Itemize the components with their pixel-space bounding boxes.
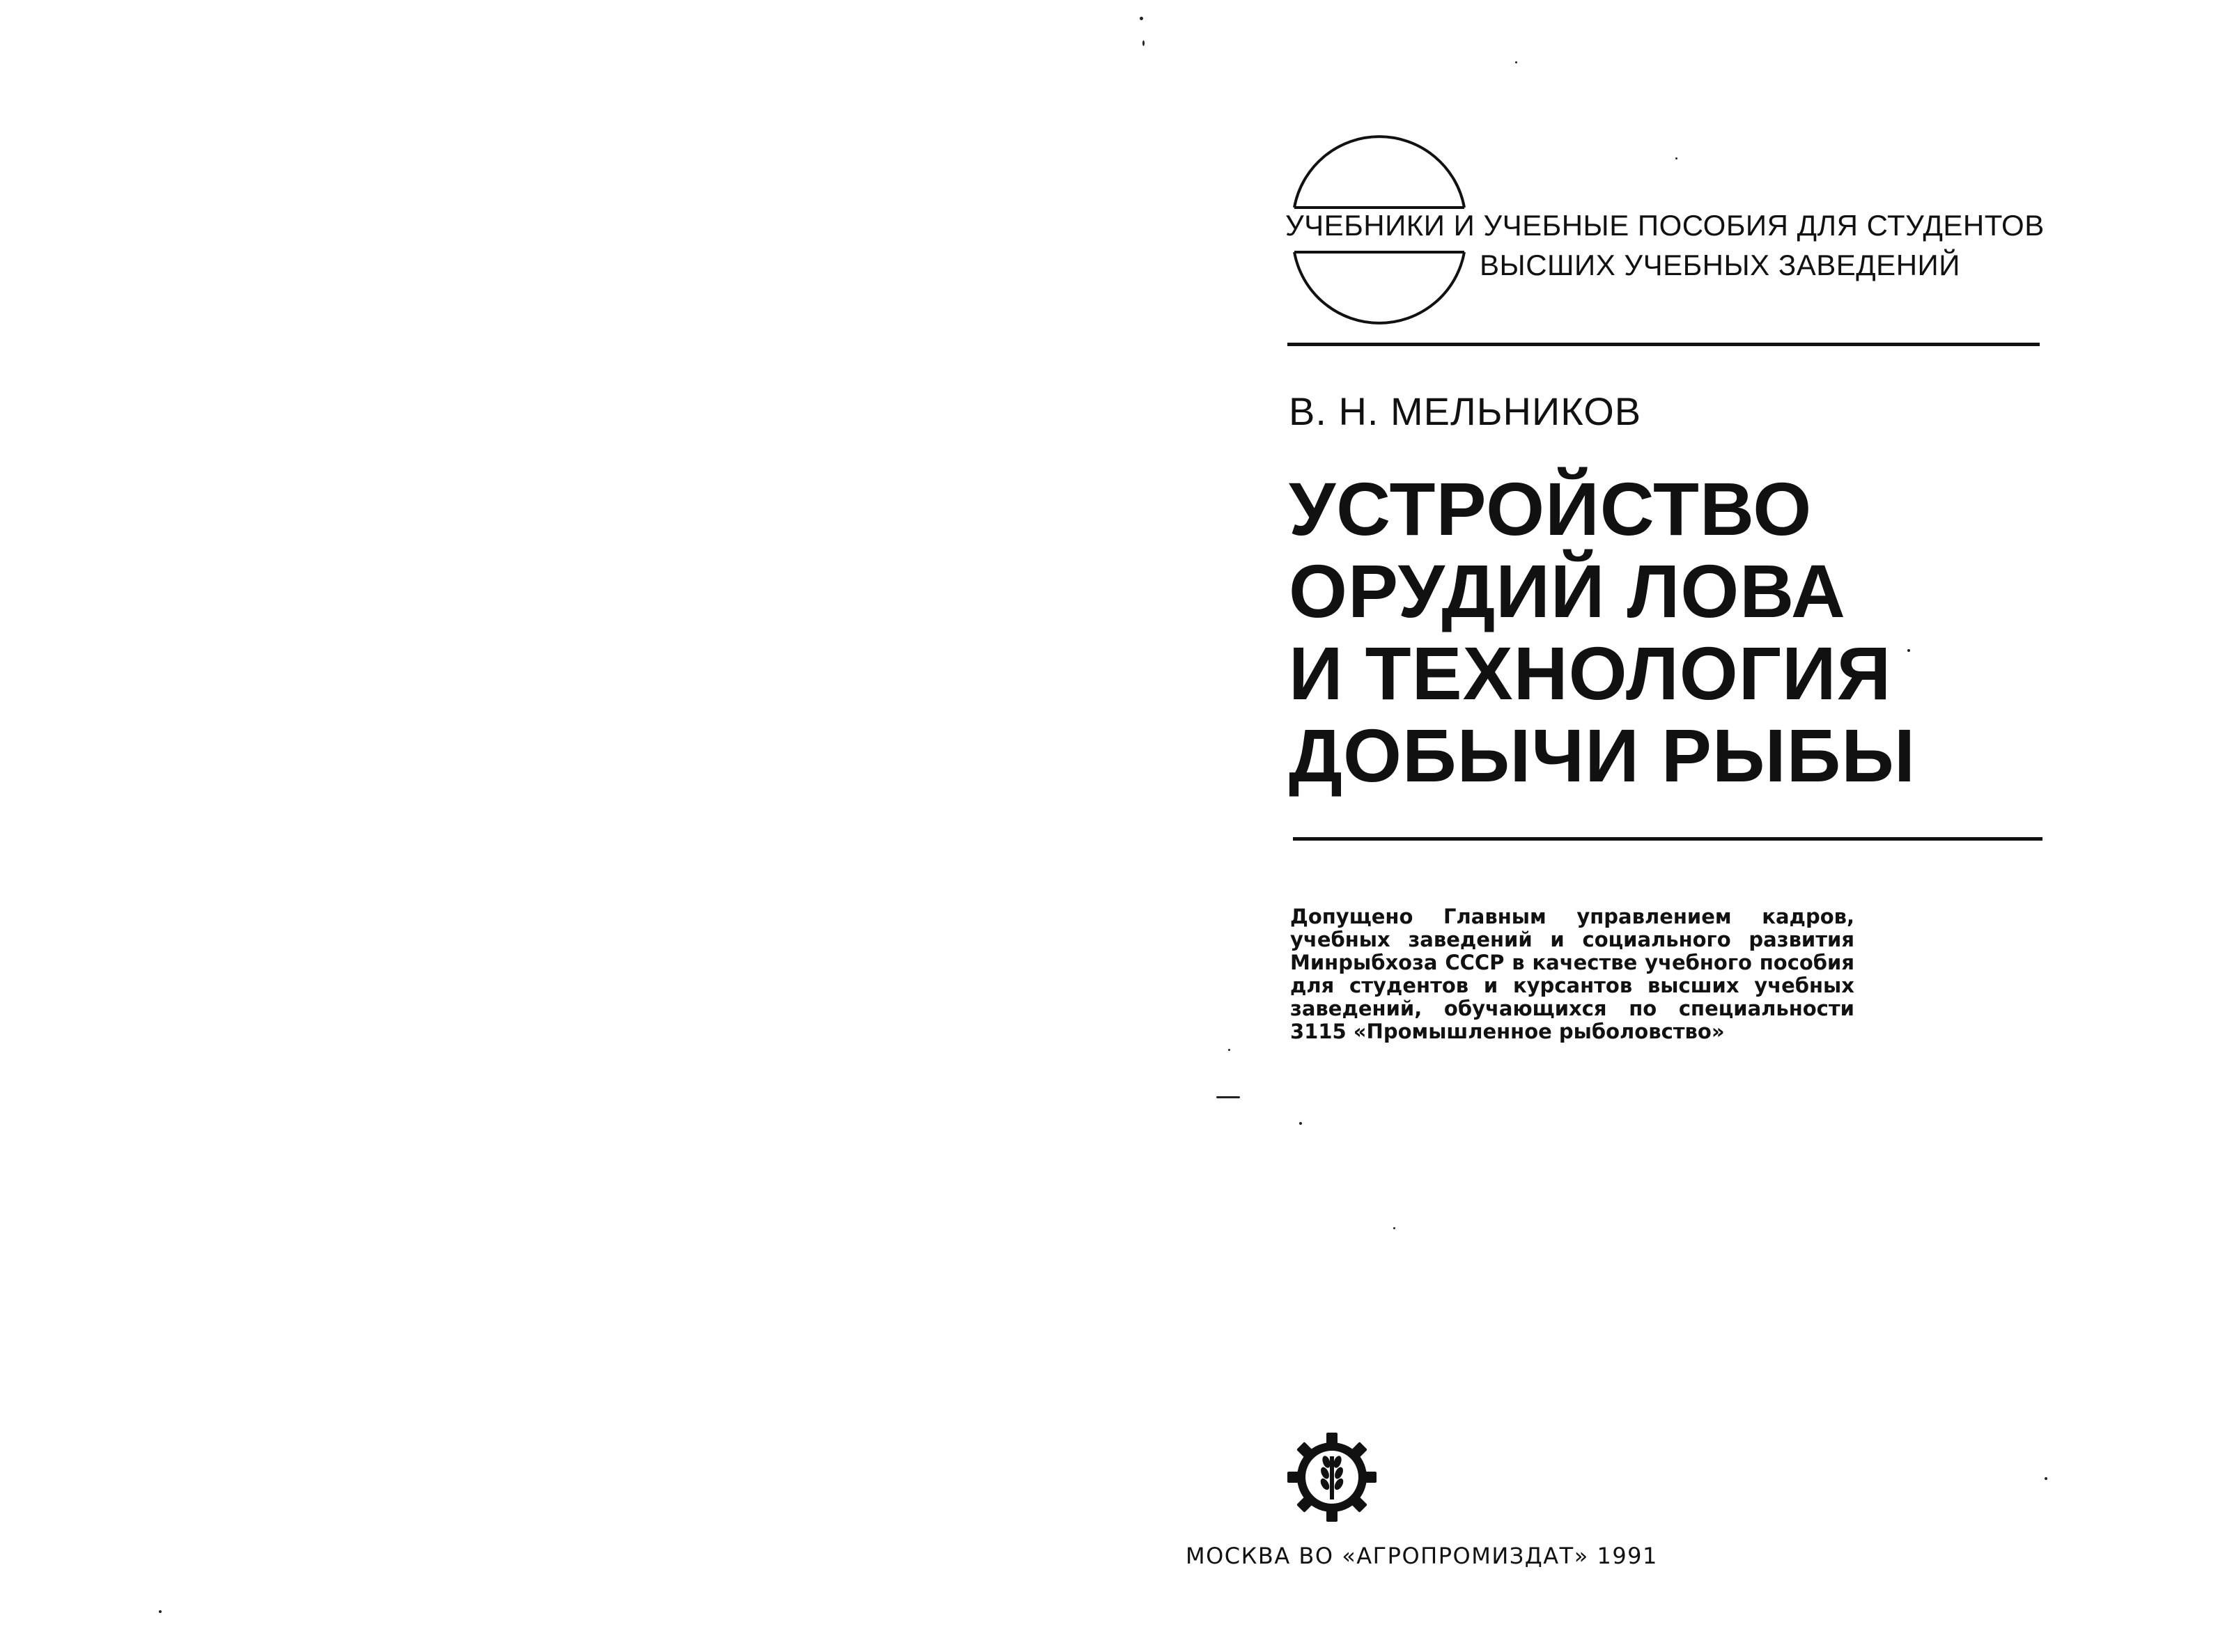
author-name: В. Н. МЕЛЬНИКОВ bbox=[1289, 389, 1642, 433]
title-line: УСТРОЙСТВО bbox=[1289, 467, 1813, 551]
publisher-imprint: МОСКВА ВО «АГРОПРОМИЗДАТ» 1991 bbox=[1186, 1543, 1658, 1569]
title-line: ОРУДИЙ ЛОВА bbox=[1289, 549, 1846, 633]
title-line: ДОБЫЧИ РЫБЫ bbox=[1289, 713, 1916, 797]
publisher-logo-icon bbox=[1286, 1431, 1378, 1523]
left-page-blank bbox=[0, 0, 1112, 1652]
scan-speck bbox=[1142, 40, 1145, 46]
scan-speck bbox=[1228, 1049, 1230, 1051]
top-divider bbox=[1287, 343, 2040, 346]
bottom-divider bbox=[1293, 837, 2042, 841]
scan-speck bbox=[159, 1610, 162, 1613]
scan-speck bbox=[1675, 157, 1677, 159]
book-title bbox=[1289, 468, 1916, 797]
approval-statement: Допущено Главным управлением кадров, учебных заведений и социального развития Минрыбхоза СССР в качестве учебного пособия для студентов и курсантов высших учебных заведений, обучающихся по специальности 3115 «Промышленное рыболовство» bbox=[1290, 905, 1854, 1043]
scan-speck bbox=[1907, 649, 1910, 652]
series-title-line-2: ВЫСШИХ УЧЕБНЫХ ЗАВЕДЕНИЙ bbox=[1480, 249, 1960, 281]
scan-speck bbox=[1216, 1096, 1240, 1098]
scan-speck bbox=[1299, 1122, 1302, 1125]
title-page bbox=[1112, 0, 2225, 1652]
scan-speck bbox=[1515, 61, 1517, 63]
scan-speck bbox=[2045, 1477, 2047, 1480]
scan-speck bbox=[1393, 1227, 1395, 1229]
scan-speck bbox=[1140, 17, 1143, 20]
series-title-line-1: УЧЕБНИКИ И УЧЕБНЫЕ ПОСОБИЯ ДЛЯ СТУДЕНТОВ bbox=[1285, 209, 2045, 242]
title-line: И ТЕХНОЛОГИЯ bbox=[1289, 631, 1892, 715]
